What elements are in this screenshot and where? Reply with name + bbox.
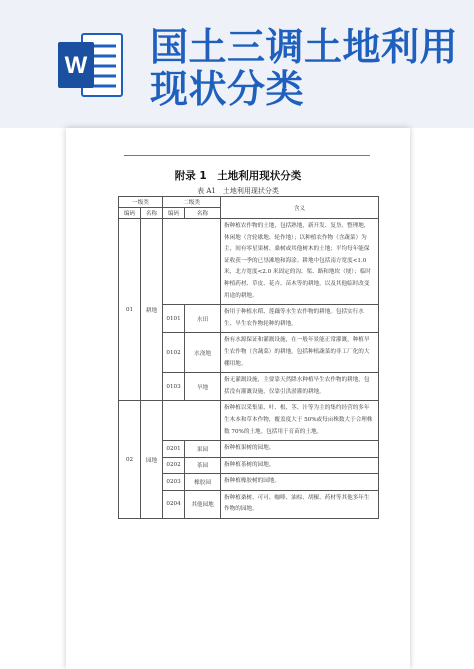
level2-empty-cell bbox=[163, 401, 221, 441]
level2-meaning: 指种植果树的园地。 bbox=[221, 441, 379, 458]
banner-title-line-1: 国土三调土地利用 bbox=[150, 25, 459, 69]
header-level2: 二级类 bbox=[163, 197, 221, 208]
level1-code: 02 bbox=[119, 401, 141, 519]
level2-code: 0204 bbox=[163, 490, 185, 518]
document-page bbox=[66, 128, 410, 669]
table-caption: 表 A1 土地利用现状分类 bbox=[197, 187, 279, 195]
header-rule bbox=[124, 155, 370, 156]
level2-meaning: 指有水源保证和灌溉设施，在一般年景能正常灌溉，种植旱生农作物（含蔬菜）的耕地。包括种植蔬菜的非工厂化的大棚用地。 bbox=[221, 333, 379, 373]
land-use-table bbox=[118, 196, 379, 519]
word-document-icon bbox=[58, 30, 124, 100]
level2-name: 其他园地 bbox=[185, 490, 221, 518]
level1-name: 园地 bbox=[141, 401, 163, 519]
level2-code: 0202 bbox=[163, 457, 185, 474]
level2-code: 0103 bbox=[163, 373, 185, 401]
header-name-2: 名称 bbox=[185, 208, 221, 219]
header-meaning: 含义 bbox=[221, 197, 379, 219]
level2-code: 0101 bbox=[163, 305, 185, 333]
level2-name: 果园 bbox=[185, 441, 221, 458]
level2-meaning: 指种植橡胶树的园地。 bbox=[221, 474, 379, 491]
level1-name: 耕地 bbox=[141, 219, 163, 401]
level2-meaning: 指种植桑树、可可、咖啡、油棕、胡椒、药材等其他多年生作物的园地。 bbox=[221, 490, 379, 518]
level2-name: 橡胶园 bbox=[185, 474, 221, 491]
header-name: 名称 bbox=[141, 208, 163, 219]
banner bbox=[0, 0, 474, 128]
level2-code: 0201 bbox=[163, 441, 185, 458]
banner-title bbox=[150, 26, 470, 110]
table-row bbox=[119, 219, 379, 305]
level1-meaning: 指种植农作物的土地，包括熟地，新开发、复垦、整理地，休闲地（含轮歇地、轮作地）；以种植农作物（含蔬菜）为主，间有零星果树、桑树或其他树木的土地；平均每年能保证收获一季的已垦滩地和海涂。耕地中包括南方宽度<1.0 米，北方宽度<2.0 米固定的沟、渠、路和地坎（埂）；临时种植药材、草皮、花卉、苗木等的耕地，以及其他临时改变用途的耕地。 bbox=[221, 219, 379, 305]
header-code-2: 编码 bbox=[163, 208, 185, 219]
header-code: 编码 bbox=[119, 208, 141, 219]
level2-empty-cell bbox=[163, 219, 221, 305]
level2-name: 水田 bbox=[185, 305, 221, 333]
banner-title-line-2: 现状分类 bbox=[150, 67, 305, 111]
word-icon-letter: W bbox=[64, 52, 88, 79]
table-row bbox=[119, 401, 379, 441]
level2-meaning: 指用于种植水稻、莲藕等水生农作物的耕地。包括实行水生、旱生农作物轮种的耕地。 bbox=[221, 305, 379, 333]
level2-code: 0203 bbox=[163, 474, 185, 491]
table-header-row-1 bbox=[119, 197, 379, 208]
level2-meaning: 指无灌溉设施，主要靠天然降水种植旱生农作物的耕地，包括没有灌溉设施，仅靠引洪淤灌的耕地。 bbox=[221, 373, 379, 401]
level2-name: 旱地 bbox=[185, 373, 221, 401]
level2-meaning: 指种植茶树的园地。 bbox=[221, 457, 379, 474]
level2-code: 0102 bbox=[163, 333, 185, 373]
level1-meaning: 指种植以采集果、叶、根、茎、汁等为主的集约经营的多年生木本和草本作物，覆盖度大于 50%或每亩株数大于合理株数 70%的土地。包括用于育苗的土地。 bbox=[221, 401, 379, 441]
appendix-title: 附录 1 土地利用现状分类 bbox=[174, 170, 302, 182]
header-level1: 一级类 bbox=[119, 197, 163, 208]
level2-name: 水浇地 bbox=[185, 333, 221, 373]
level2-name: 茶园 bbox=[185, 457, 221, 474]
level1-code: 01 bbox=[119, 219, 141, 401]
